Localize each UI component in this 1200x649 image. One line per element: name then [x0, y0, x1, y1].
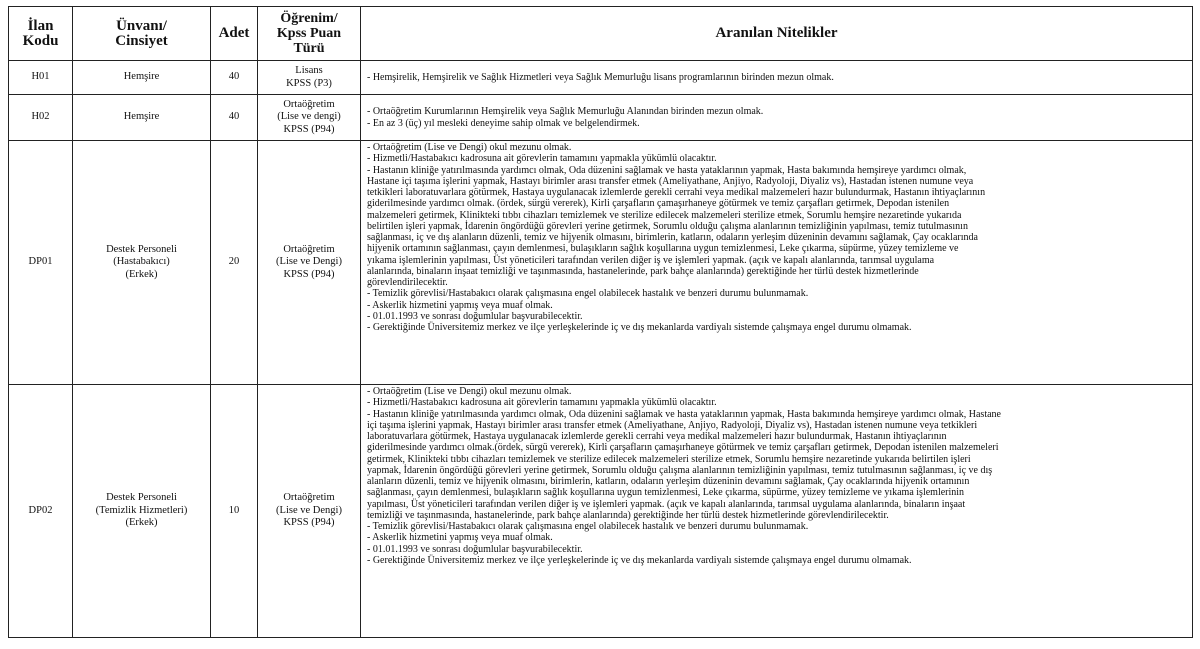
education-line: (Lise ve dengi) — [277, 111, 341, 123]
education-line: KPSS (P3) — [286, 77, 332, 89]
requirement-line: alanların düzenli, temiz ve hijyenik olmasını, birimlerin, katların, odaların yerleşim düzeninin devamını sağlamak, Çay ocaklarında hijyenik ortamının — [367, 476, 970, 487]
listing-code: H01 — [9, 61, 73, 95]
education-kpss — [258, 61, 361, 95]
education-kpss — [258, 95, 361, 141]
position-title — [73, 385, 211, 638]
requirement-line: - Ortaöğretim (Lise ve Dengi) okul mezunu olmak. — [367, 142, 572, 153]
listing-code: DP02 — [9, 385, 73, 638]
position-count: 20 — [211, 141, 258, 385]
requirement-line: - En az 3 (üç) yıl mesleki deneyime sahip olmak ve belgelendirmek. — [367, 117, 640, 129]
requirement-line: giderilmesinde yardımcı olmak.(ördek, sürgü vererek), Kirli çarşafların çamaşırhaneye götürmek ve temiz çarşafları getirmek, Depodan istenilen malzemeleri — [367, 442, 999, 454]
header-count: Adet — [211, 7, 258, 61]
position-title-line: Destek Personeli — [106, 243, 177, 255]
requirement-line: Hastane içi taşıma işlerini yapmak, Hastayı birimler arası transfer etmek (Ameliyathane, Anjiyo, Radyoloji, Diyaliz vs), Hastadan istenen numune veya — [367, 175, 974, 187]
education-line: (Lise ve Dengi) — [276, 504, 342, 516]
requirement-line: temizliği ve taşınmasında, hastanelerinde, park bahçe alanlarında) gerektiğinde her türlü destek hizmetlerinde görevlendirilecektir. — [367, 509, 889, 521]
position-title-line: (Hastabakıcı) — [113, 256, 170, 268]
requirement-line: sağlanması, çayın demlenmesi, bulaşıkların sağlık koşullarına uygun temizlenmesi, Leke çıkarma, süpürme, yüzey temizleme ve yıkama işlemlerinin — [367, 487, 965, 499]
requirement-line: - Hemşirelik, Hemşirelik ve Sağlık Hizmetleri veya Sağlık Memurluğu lisans programlarının birinden mezun olmak. — [367, 71, 834, 83]
header-requirements: Aranılan Nitelikler — [361, 7, 1193, 61]
listing-code: H02 — [9, 95, 73, 141]
position-title-line: Hemşire — [123, 111, 160, 123]
table-row — [9, 95, 1193, 141]
requirement-line: - Ortaöğretim (Lise ve Dengi) okul mezunu olmak. — [367, 386, 572, 397]
requirement-line: - Gerektiğinde Üniversitemiz merkez ve ilçe yerleşkelerinde iç ve dış mekanlarda vardiyalı sistemde çalışmaya engel durumu olmamak. — [367, 554, 912, 566]
requirement-line: - 01.01.1993 ve sonrası doğumlular başvurabilecektir. — [367, 543, 583, 555]
requirement-line: - Askerlik hizmetini yapmış veya muaf olmak. — [367, 299, 553, 311]
header-row — [9, 7, 1193, 61]
position-count: 40 — [211, 61, 258, 95]
requirements — [361, 95, 1193, 141]
requirement-line: belirtilen işleri yapmak, İdarenin öngördüğü görevleri yerine getirmek, Sorumlu olduğu çalışma alanlarının temizliğinin yapılması, temiz tutulmasının — [367, 220, 968, 232]
requirement-line: - Hizmetli/Hastabakıcı kadrosuna ait görevlerin tamamını yapmakla yükümlü olacaktır. — [367, 397, 717, 409]
listing-code: DP01 — [9, 141, 73, 385]
requirement-line: yıkama işlemlerinin yapılması, Üst yöneticileri tarafından verilen diğer iş ve işlemleri yapmak. (açık ve kapalı alanlarında, tarımsal uygulama — [367, 254, 935, 266]
requirement-line: - 01.01.1993 ve sonrası doğumlular başvurabilecektir. — [367, 310, 583, 322]
requirement-line: - Hizmetli/Hastabakıcı kadrosuna ait görevlerin tamamını yapmakla yükümlü olacaktır. — [367, 153, 717, 165]
education-line: KPSS (P94) — [283, 517, 335, 529]
requirement-line: hijyenik ortamının sağlanması, çayın demlenmesi, bulaşıkların sağlık koşullarına uygun temizlenmesi, Leke çıkarma, süpürme, yüzey temizleme ve — [367, 243, 959, 255]
requirements — [361, 141, 1193, 385]
position-title — [73, 61, 211, 95]
position-title — [73, 95, 211, 141]
requirement-line: laboratuvarlara götürmek, Hastaya uygulanacak izlemlerde gerekli cerrahi veya medikal malzemeleri hazır bulundurmak, Hastanın ihtiyaçlarının — [367, 431, 947, 442]
education-line: (Lise ve Dengi) — [276, 256, 342, 268]
requirement-line: getirmek, Klinikteki tıbbı cihazları temizlemek ve sterilize edilecek malzemeleri sterilize etmek, Sorumlu hemşire nezaretinde yukarıda belirtilen işleri — [367, 453, 971, 465]
position-title — [73, 141, 211, 385]
requirement-line: - Ortaöğretim Kurumlarının Hemşirelik veya Sağlık Memurluğu Alanından birinden mezun olmak. — [367, 106, 764, 118]
table-row — [9, 385, 1193, 638]
requirement-line: yapılması, Üst yöneticileri tarafından verilen diğer iş ve işlemleri yapmak. (açık ve kapalı alanlarında, tarımsal uygulama alanlarında, binaların inşaat — [367, 498, 966, 510]
education-line: Ortaöğretim — [283, 243, 335, 255]
position-title-line: Destek Personeli — [106, 492, 177, 504]
education-line: Lisans — [295, 65, 323, 76]
job-listings-table — [8, 6, 1193, 638]
header-education: Öğrenim/ Kpss Puan Türü — [258, 7, 361, 61]
education-kpss — [258, 385, 361, 638]
position-count: 40 — [211, 95, 258, 141]
position-title-line: (Erkek) — [125, 517, 158, 529]
table-row — [9, 61, 1193, 95]
requirement-line: giderilmesinde yardımcı olmak. (ördek, sürgü vererek), Kirli çarşafların çamaşırhaneye götürmek ve temiz çarşafları getirmek, Depodan istenilen — [367, 198, 950, 210]
education-line: Ortaöğretim — [283, 492, 335, 504]
requirement-line: sağlanması, iç ve dış alanların düzenli, temiz ve hijyenik olmasını, birimlerin, katların, odaların yerleşim düzeninin devamını sağlamak, Çay ocaklarında — [367, 232, 978, 243]
position-title-line: Hemşire — [123, 71, 160, 83]
requirement-line: - Hastanın kliniğe yatırılmasında yardımcı olmak, Oda düzenini sağlamak ve hasta yataklarının yapmak, Hasta bakımında hemşireye yardımcı olmak, Hastane — [367, 408, 1001, 420]
requirement-line: alanlarında, binaların inşaat temizliği ve taşınmasında, hastanelerinde, park bahçe alanlarında) gerektiğinde her türlü destek hizmetlerinde — [367, 265, 919, 277]
requirement-line: - Askerlik hizmetini yapmış veya muaf olmak. — [367, 532, 553, 544]
position-count: 10 — [211, 385, 258, 638]
requirement-line: - Gerektiğinde Üniversitemiz merkez ve ilçe yerleşkelerinde iç ve dış mekanlarda vardiyalı sistemde çalışmaya engel durumu olmamak. — [367, 322, 912, 333]
table-row — [9, 141, 1193, 385]
position-title-line: (Temizlik Hizmetleri) — [95, 504, 188, 516]
education-line: Ortaöğretim — [283, 98, 335, 110]
requirements — [361, 385, 1193, 638]
requirement-line: - Hastanın kliniğe yatırılmasında yardımcı olmak, Oda düzenini sağlamak ve hasta yataklarının yapmak, Hasta bakımında hemşireye yardımcı olmak, — [367, 164, 967, 176]
education-line: KPSS (P94) — [283, 123, 335, 135]
position-title-line: (Erkek) — [125, 268, 158, 280]
requirement-line: içi taşıma işlerini yapmak, Hastayı birimler arası transfer etmek (Ameliyathane, Anjiyo, Radyoloji, Diyaliz vs), Hastadan istenen numune veya tetkikleri — [367, 419, 978, 431]
requirement-line: tetkikleri laboratuvarlara götürmek, Hastaya uygulanacak izlemlerde gerekli cerrahi veya medikal malzemeleri hazır bulundurmak, Hastanın ihtiyaçlarının — [367, 187, 986, 198]
header-title: Ünvanı/ Cinsiyet — [73, 7, 211, 61]
education-kpss — [258, 141, 361, 385]
requirement-line: - Temizlik görevlisi/Hastabakıcı olarak çalışmasına engel olabilecek hastalık ve benzeri durumu bulunmamak. — [367, 521, 809, 532]
requirements — [361, 61, 1193, 95]
requirement-line: malzemeleri getirmek, Klinikteki tıbbı cihazları temizlemek ve sterilize edilecek malzemeleri sterilize etmek, Sorumlu hemşire nezaretinde yukarıda — [367, 209, 962, 221]
requirement-line: görevlendirilecektir. — [367, 277, 448, 288]
requirement-line: - Temizlik görevlisi/Hastabakıcı olarak çalışmasına engel olabilecek hastalık ve benzeri durumu bulunmamak. — [367, 288, 809, 300]
header-code: İlan Kodu — [9, 7, 73, 61]
education-line: KPSS (P94) — [283, 268, 335, 280]
requirement-line: yapmak, İdarenin öngördüğü görevleri yerine getirmek, Sorumlu olduğu çalışma alanlarının temizliğinin yapılması, temiz tutulmasının sağlanması, iç ve dış — [367, 464, 993, 476]
